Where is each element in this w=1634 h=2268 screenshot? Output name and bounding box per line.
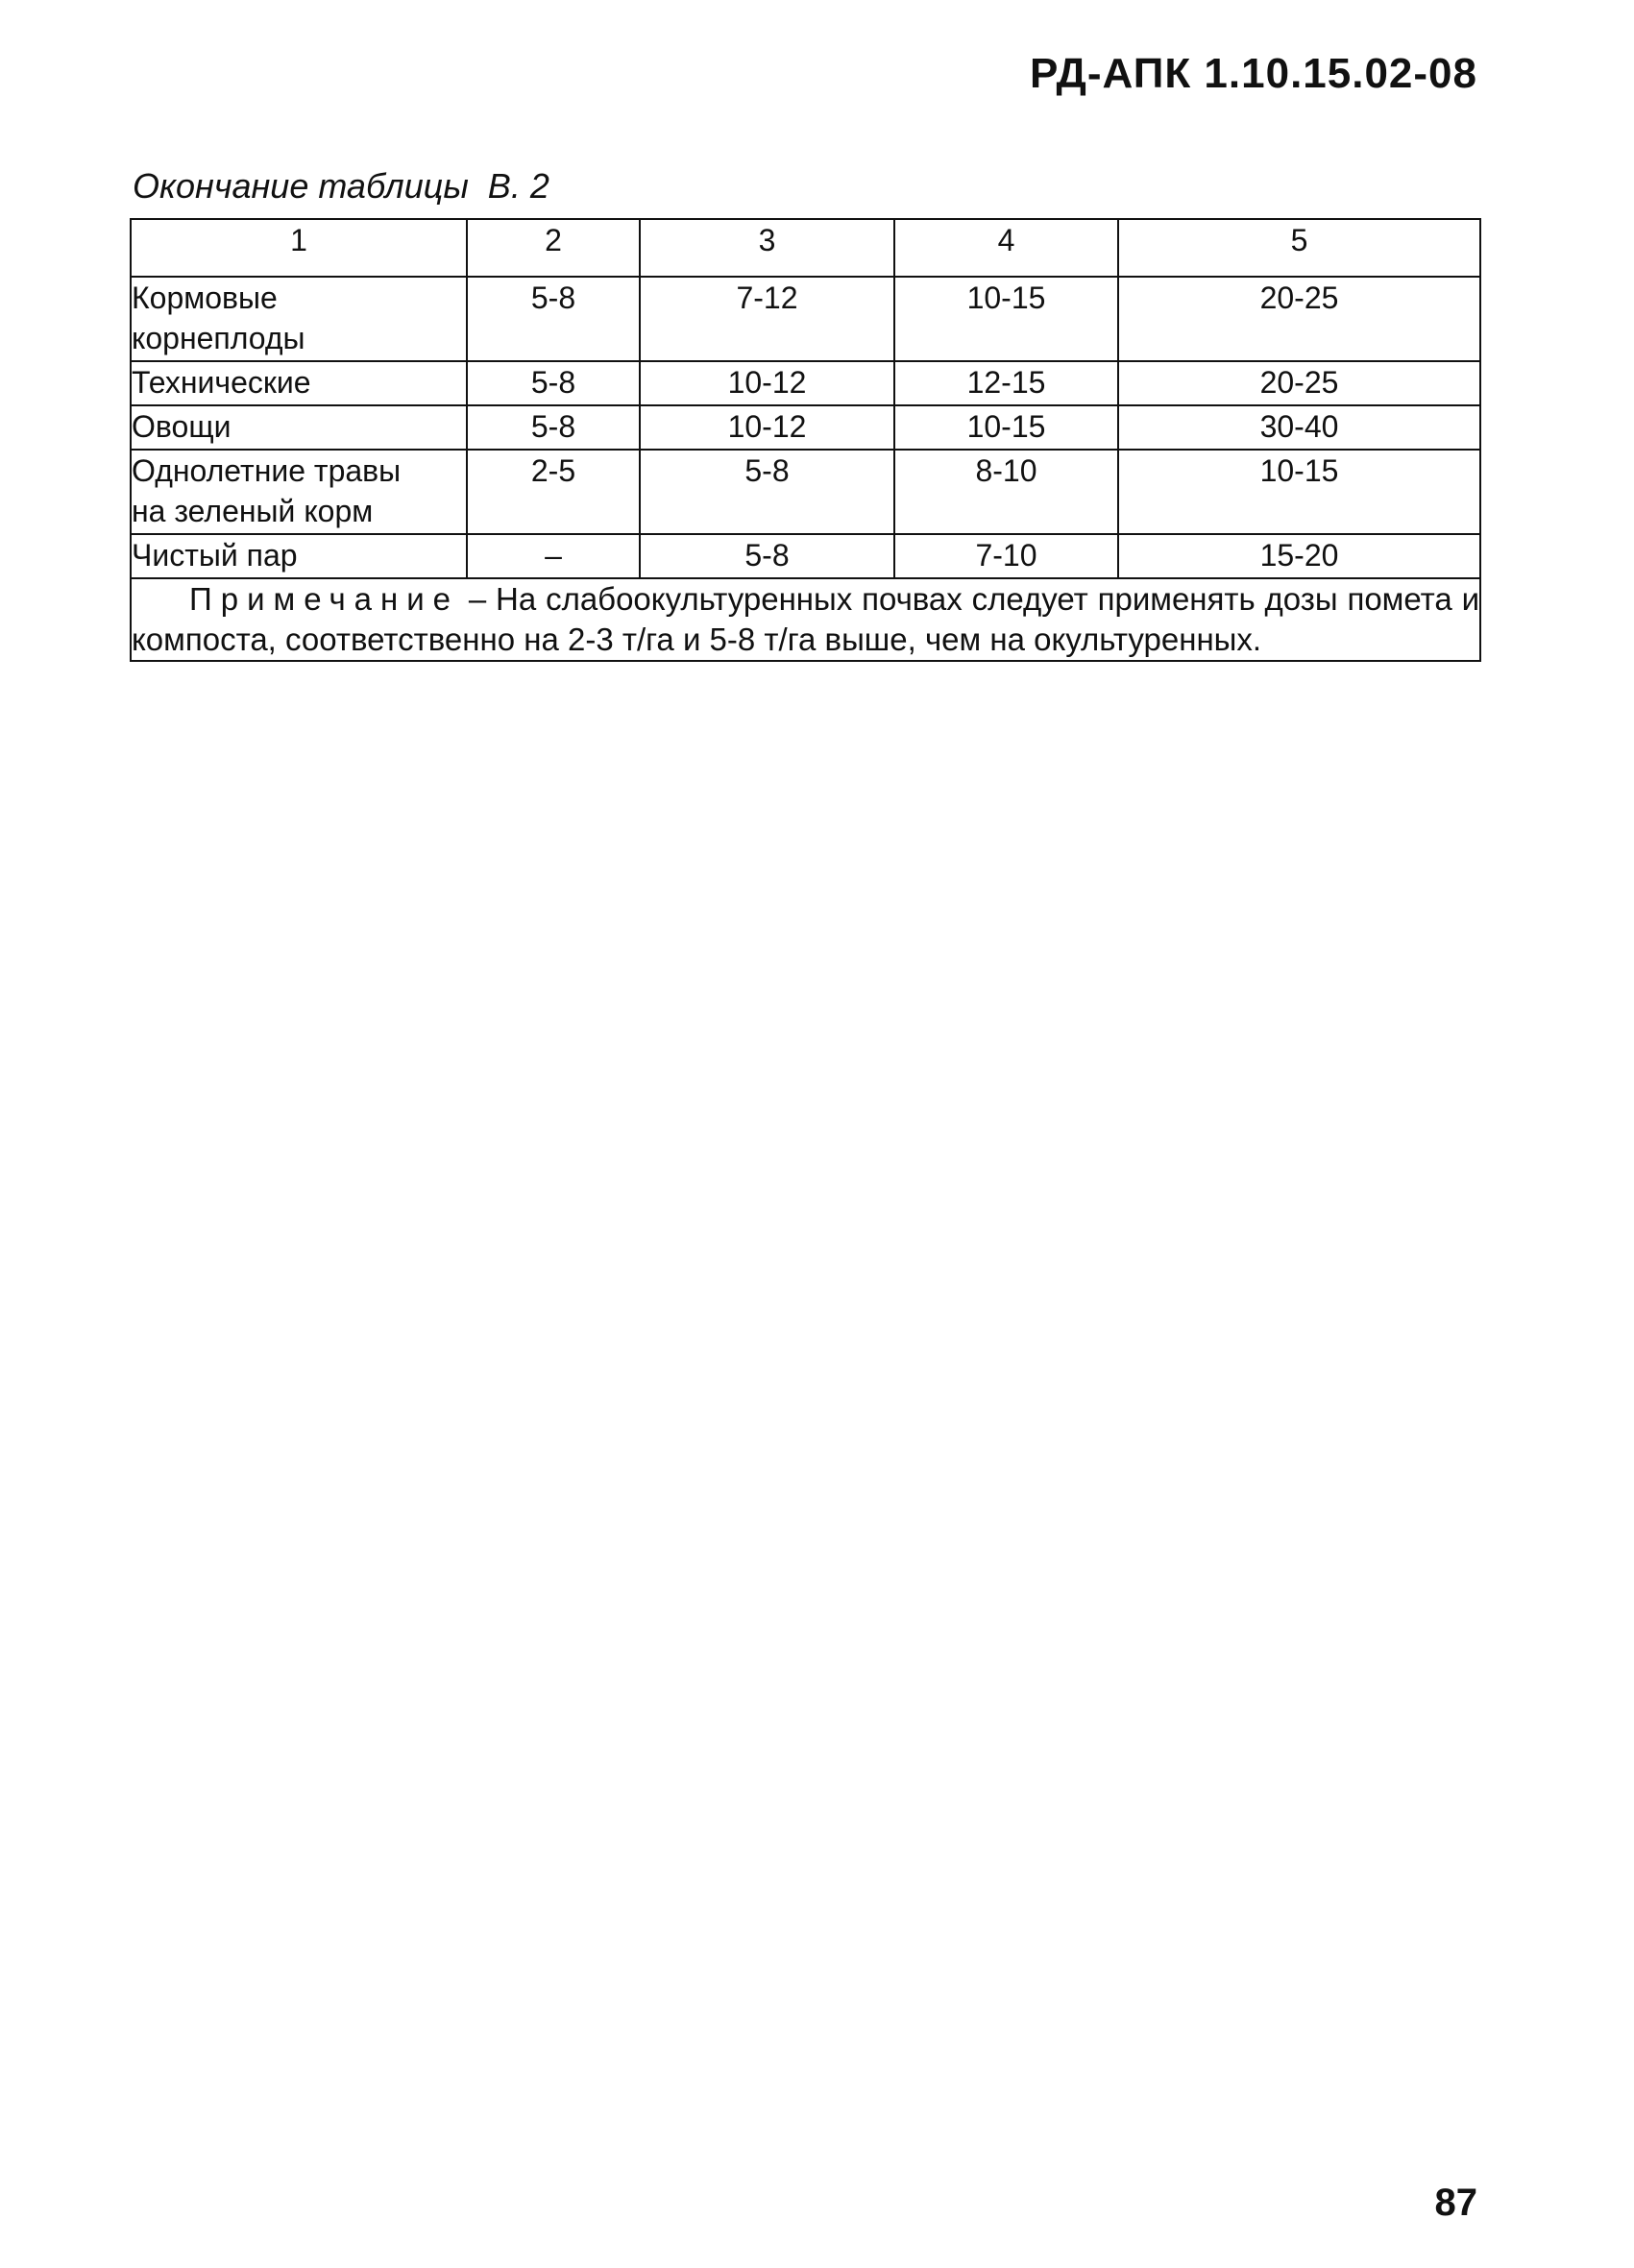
- crop-name-line: Кормовые: [132, 280, 278, 315]
- table-row: [131, 277, 1480, 361]
- crop-name-cell: [131, 361, 467, 405]
- crop-name-cell: [131, 405, 467, 450]
- column-header: 4: [894, 219, 1118, 277]
- page-number: 87: [1434, 2182, 1477, 2224]
- table-row: [131, 361, 1480, 405]
- value-cell: 30-40: [1118, 405, 1480, 450]
- fertilizer-dose-table: [130, 218, 1481, 662]
- table-note-row: [131, 578, 1480, 661]
- crop-name-cell: [131, 534, 467, 578]
- value-cell: 8-10: [894, 450, 1118, 534]
- value-cell: 10-15: [894, 277, 1118, 361]
- value-cell: 20-25: [1118, 361, 1480, 405]
- value-cell: 5-8: [640, 450, 894, 534]
- column-header: 2: [467, 219, 640, 277]
- column-header: 1: [131, 219, 467, 277]
- table-row: [131, 405, 1480, 450]
- value-cell: 5-8: [467, 277, 640, 361]
- value-cell: 5-8: [467, 361, 640, 405]
- value-cell: –: [467, 534, 640, 578]
- crop-name-line: Однолетние травы: [132, 453, 402, 488]
- document-code: РД-АПК 1.10.15.02-08: [1029, 50, 1477, 97]
- crop-name-line: Чистый пар: [132, 538, 298, 573]
- note-text: – На слабоокультуренных почвах следует применять дозы помета и компоста, соответственно на 2-3 т/га и 5-8 т/га выше, чем на окультуренных.: [132, 581, 1479, 657]
- column-header: 3: [640, 219, 894, 277]
- value-cell: 2-5: [467, 450, 640, 534]
- note-label: Примечание: [189, 581, 460, 617]
- value-cell: 7-10: [894, 534, 1118, 578]
- table-caption: Окончание таблицы В. 2: [133, 166, 549, 206]
- value-cell: 10-12: [640, 361, 894, 405]
- table-row: [131, 534, 1480, 578]
- crop-name-line: на зеленый корм: [132, 494, 374, 528]
- table-row: [131, 450, 1480, 534]
- crop-name-line: Технические: [132, 365, 311, 400]
- crop-name-line: Овощи: [132, 409, 232, 444]
- value-cell: 5-8: [640, 534, 894, 578]
- table-header-row: [131, 219, 1480, 277]
- crop-name-cell: [131, 450, 467, 534]
- value-cell: 10-15: [894, 405, 1118, 450]
- value-cell: 15-20: [1118, 534, 1480, 578]
- crop-name-line: корнеплоды: [132, 321, 305, 355]
- value-cell: 10-15: [1118, 450, 1480, 534]
- crop-name-cell: [131, 277, 467, 361]
- value-cell: 10-12: [640, 405, 894, 450]
- column-header: 5: [1118, 219, 1480, 277]
- value-cell: 5-8: [467, 405, 640, 450]
- value-cell: 20-25: [1118, 277, 1480, 361]
- table-note: [131, 578, 1480, 661]
- value-cell: 7-12: [640, 277, 894, 361]
- value-cell: 12-15: [894, 361, 1118, 405]
